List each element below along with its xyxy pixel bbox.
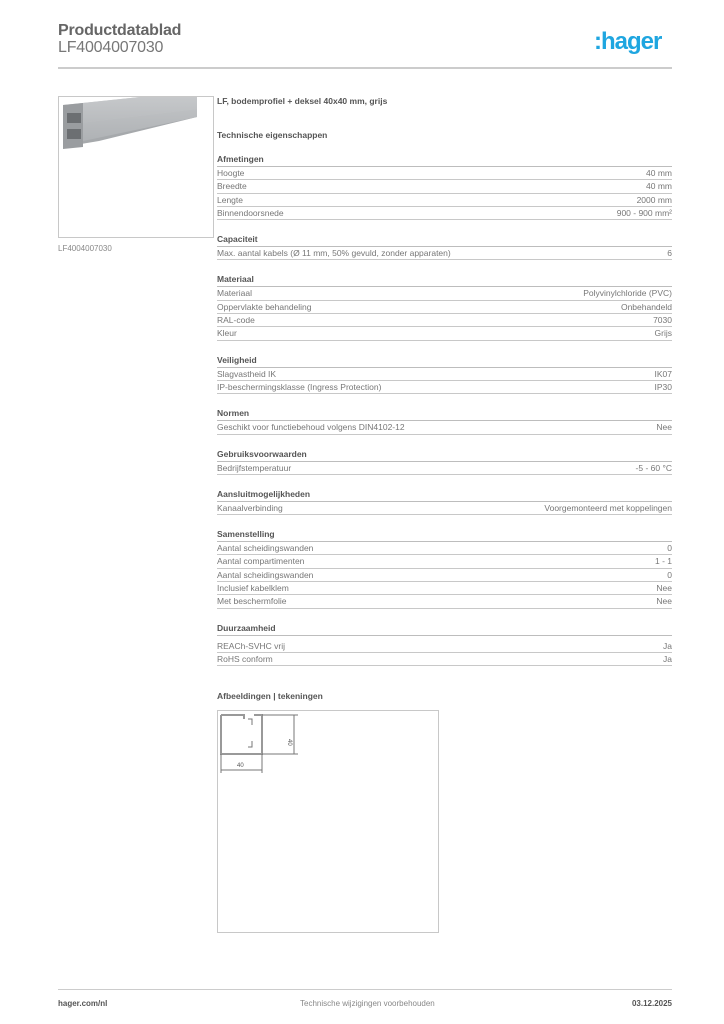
spec-label: Kanaalverbinding — [217, 502, 283, 513]
spec-value: IP30 — [654, 381, 672, 392]
spec-row — [217, 653, 672, 666]
spec-row — [217, 381, 672, 394]
group-veiligheid — [217, 355, 672, 395]
spec-label: Breedte — [217, 181, 247, 192]
spec-row — [217, 595, 672, 608]
spec-row — [217, 555, 672, 568]
cross-section-drawing-icon — [218, 711, 438, 932]
product-description: LF, bodemprofiel + deksel 40x40 mm, grijs — [217, 96, 388, 106]
spec-value: 900 - 900 mm² — [616, 207, 672, 218]
spec-value: 6 — [667, 248, 672, 259]
spec-label: IP-beschermingsklasse (Ingress Protection) — [217, 381, 382, 392]
group-title: Aansluitmogelijkheden — [217, 489, 672, 502]
spec-row — [217, 207, 672, 220]
spec-value: 0 — [667, 569, 672, 580]
spec-row — [217, 180, 672, 193]
spec-label: Aantal scheidingswanden — [217, 543, 314, 554]
group-duurzaamheid — [217, 623, 672, 667]
spec-label: Aantal compartimenten — [217, 556, 305, 567]
spec-row — [217, 582, 672, 595]
specifications — [217, 96, 672, 666]
spec-row — [217, 569, 672, 582]
spec-row — [217, 327, 672, 340]
product-code: LF4004007030 — [58, 39, 164, 56]
spec-label: Aantal scheidingswanden — [217, 569, 314, 580]
cable-trunking-icon — [59, 97, 213, 237]
drawings-heading: Afbeeldingen | tekeningen — [217, 691, 323, 701]
spec-label: Kleur — [217, 328, 237, 339]
technical-drawing — [217, 710, 439, 933]
spec-value: 1 - 1 — [654, 556, 672, 567]
footer-website-link[interactable]: hager.com/nl — [58, 999, 108, 1008]
spec-value: -5 - 60 °C — [635, 462, 672, 473]
group-afmetingen — [217, 154, 672, 220]
spec-value: 2000 mm — [636, 194, 672, 205]
spec-value: Ja — [663, 653, 672, 664]
spec-value: Nee — [656, 422, 672, 433]
spec-value: Polyvinylchloride (PVC) — [583, 288, 672, 299]
spec-row — [217, 462, 672, 475]
group-title: Capaciteit — [217, 234, 672, 247]
spec-row — [217, 314, 672, 327]
spec-row — [217, 640, 672, 653]
group-aansluitmogelijkheden — [217, 489, 672, 515]
spec-value: Nee — [656, 583, 672, 594]
hager-logo: :hager — [594, 28, 662, 55]
spec-label: Bedrijfstemperatuur — [217, 462, 292, 473]
spec-value: 40 mm — [646, 168, 672, 178]
group-materiaal — [217, 274, 672, 340]
group-title: Materiaal — [217, 274, 672, 287]
group-title: Gebruiksvoorwaarden — [217, 449, 672, 462]
spec-label: Binnendoorsnede — [217, 207, 284, 218]
spec-value: Ja — [663, 640, 672, 651]
header-divider — [58, 67, 672, 69]
spec-value: 40 mm — [646, 181, 672, 192]
spec-row — [217, 368, 672, 381]
group-title: Duurzaamheid — [217, 623, 672, 636]
spec-label: Hoogte — [217, 168, 245, 178]
footer-divider — [58, 989, 672, 990]
product-image — [58, 96, 214, 238]
spec-row — [217, 421, 672, 434]
spec-label: REACh-SVHC vrij — [217, 640, 286, 651]
group-normen — [217, 408, 672, 434]
footer-notice: Technische wijzigingen voorbehouden — [300, 999, 435, 1008]
spec-row — [217, 167, 672, 180]
spec-value: 7030 — [653, 315, 672, 326]
spec-label: Max. aantal kabels (Ø 11 mm, 50% gevuld, zonder apparaten) — [217, 248, 451, 259]
group-gebruiksvoorwaarden — [217, 449, 672, 475]
footer-date: 03.12.2025 — [631, 999, 672, 1008]
spec-label: Materiaal — [217, 288, 252, 299]
spec-label: Geschikt voor functiebehoud volgens DIN4102-12 — [217, 422, 405, 433]
spec-label: Met beschermfolie — [217, 596, 287, 607]
tech-properties-heading: Technische eigenschappen — [217, 130, 328, 140]
header-title: Productdatablad — [58, 22, 182, 39]
group-samenstelling — [217, 529, 672, 608]
spec-row — [217, 247, 672, 260]
group-capaciteit — [217, 234, 672, 260]
spec-row — [217, 194, 672, 207]
group-title: Samenstelling — [217, 529, 672, 542]
spec-row — [217, 287, 672, 300]
dim-height-label: 40 — [286, 739, 292, 746]
spec-value: 0 — [667, 543, 672, 554]
spec-value: Onbehandeld — [620, 301, 672, 312]
dim-width-label: 40 — [237, 763, 244, 769]
group-title: Veiligheid — [217, 355, 672, 368]
spec-value: Voorgemonteerd met koppelingen — [544, 502, 672, 513]
spec-label: Lengte — [217, 194, 243, 205]
spec-label: Inclusief kabelklem — [217, 583, 289, 594]
spec-row — [217, 502, 672, 515]
spec-label: Slagvastheid IK — [217, 368, 277, 379]
spec-label: RAL-code — [217, 315, 255, 326]
spec-row — [217, 301, 672, 314]
group-title: Normen — [217, 408, 672, 421]
spec-value: IK07 — [654, 368, 672, 379]
spec-value: Grijs — [654, 328, 672, 339]
spec-value: Nee — [656, 596, 672, 607]
product-image-caption: LF4004007030 — [58, 244, 112, 253]
spec-row — [217, 542, 672, 555]
spec-label: Oppervlakte behandeling — [217, 301, 312, 312]
spec-label: RoHS conform — [217, 653, 273, 664]
group-title: Afmetingen — [217, 154, 672, 167]
